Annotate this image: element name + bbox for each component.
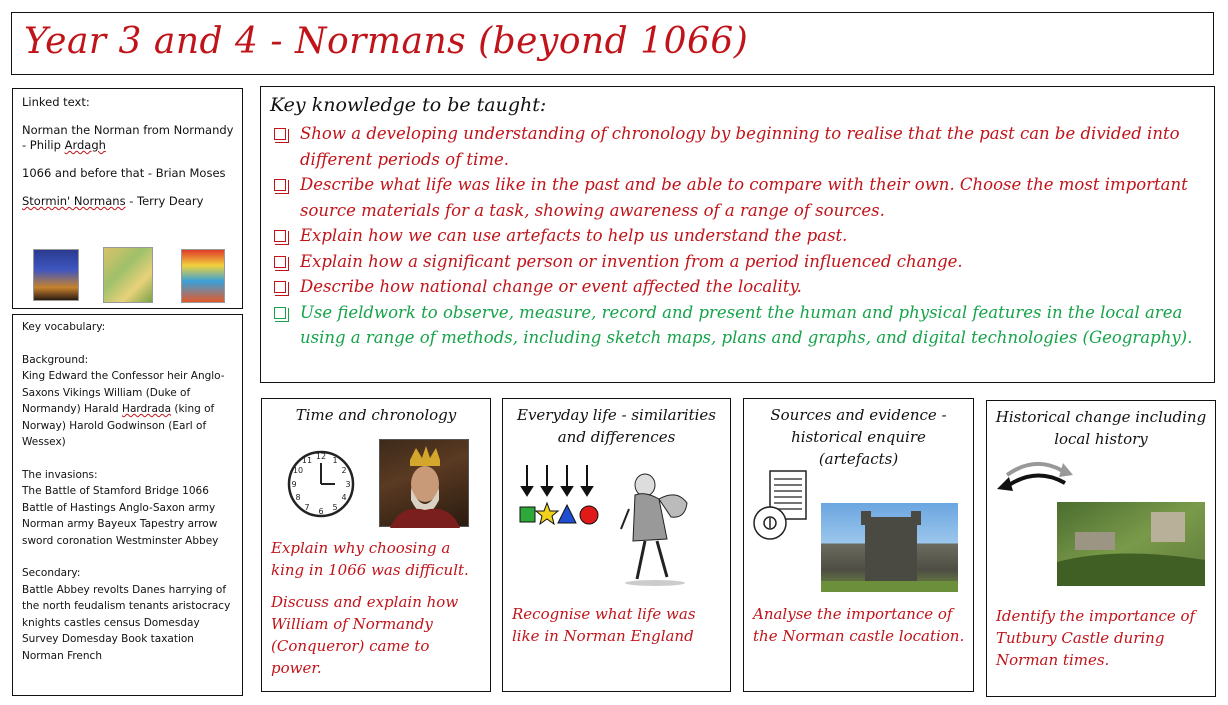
linked-book-author-squig: Ardagh — [64, 138, 106, 152]
book-cover-norman — [33, 249, 79, 301]
card-sources-and-evidence — [743, 398, 974, 692]
card-title: Time and chronology — [295, 406, 457, 424]
vocab-text: King Edward the Confessor heir Anglo-Saxons Vikings William (Duke of Normandy) Harald — [22, 370, 225, 415]
knowledge-item-text: Use fieldwork to observe, measure, record and present the human and physical features in the local area using a range of methods, including sketch maps, plans and graphs, and digital technologies (Geography). — [300, 302, 1193, 347]
vocab-secondary-text: Battle Abbey revolts Danes harrying of the north feudalism tenants aristocracy knights castles census Domesday Survey Domesday Book taxation Norman French — [22, 583, 231, 662]
tutbury-castle-photo — [1057, 502, 1205, 586]
vocab-background-text — [22, 368, 238, 451]
book-cover-stormin-normans — [181, 249, 225, 303]
vocab-secondary-heading: Secondary: — [22, 567, 81, 579]
svg-text:4: 4 — [341, 493, 347, 502]
vocab-heading: Key vocabulary: — [22, 321, 106, 333]
knowledge-item — [272, 121, 1202, 172]
svg-text:3: 3 — [345, 480, 351, 489]
linked-book-1 — [22, 123, 236, 153]
card-text — [512, 603, 724, 657]
key-knowledge-heading: Key knowledge to be taught: — [270, 94, 547, 116]
change-arrows-icon — [993, 459, 1079, 495]
book-cover-1066 — [103, 247, 153, 303]
svg-text:8: 8 — [295, 493, 301, 502]
vocab-invasions-heading: The invasions: — [22, 468, 98, 481]
card-text — [753, 603, 967, 657]
checkbox-icon — [274, 281, 286, 293]
linked-book-title: Norman the Norman from Normandy — [22, 123, 234, 137]
knowledge-item-text: Explain how a significant person or invention from a period influenced change. — [300, 251, 963, 271]
card-paragraph: Identify the importance of Tutbury Castle during Norman times. — [996, 607, 1196, 669]
card-paragraph: Discuss and explain how William of Normandy (Conqueror) came to power. — [271, 593, 459, 677]
vocab-invasions-text: The Battle of Stamford Bridge 1066 Battle of Hastings Anglo-Saxon army Norman army Bayeux Tapestry arrow sword coronation Westminster Abbey — [22, 485, 219, 547]
knowledge-item-text: Describe what life was like in the past and be able to compare with their own. Choose the most important source materials for a task, showing awareness of a range of sources. — [300, 175, 1188, 220]
card-title: Historical change including local history — [995, 408, 1207, 448]
card-text — [271, 537, 484, 689]
svg-text:1: 1 — [332, 456, 338, 465]
card-title: Sources and evidence - historical enquire (artefacts) — [770, 406, 947, 468]
card-paragraph: Explain why choosing a king in 1066 was difficult. — [271, 539, 469, 579]
linked-book-2 — [22, 166, 236, 181]
page-title: Year 3 and 4 - Normans (beyond 1066) — [24, 21, 749, 62]
checkbox-icon — [274, 128, 286, 140]
norman-peasant-drawing — [615, 469, 705, 589]
svg-text:11: 11 — [301, 456, 313, 465]
checkbox-icon — [274, 230, 286, 242]
checkbox-icon — [274, 307, 286, 319]
svg-text:9: 9 — [291, 480, 297, 489]
card-paragraph: Recognise what life was like in Norman England — [512, 605, 696, 645]
key-vocabulary-panel — [12, 314, 243, 696]
linked-text-heading: Linked text: — [22, 95, 90, 109]
linked-book-author: - Terry Deary — [125, 194, 204, 208]
linked-book-title: Stormin' Normans — [22, 194, 126, 208]
knowledge-item-text: Show a developing understanding of chronology by beginning to realise that the past can be divided into different periods of time. — [300, 124, 1180, 169]
svg-text:6: 6 — [318, 507, 324, 516]
vocab-text-squig: Hardrada — [122, 403, 172, 415]
knowledge-item — [272, 249, 1202, 275]
rochester-castle-photo — [821, 503, 958, 592]
vocab-text: (king of Norway) Harold Godwinson (Earl of Wessex) — [22, 403, 215, 448]
svg-text:5: 5 — [332, 503, 338, 512]
knowledge-item-text: Explain how we can use artefacts to help us understand the past. — [300, 226, 848, 245]
card-everyday-life — [502, 398, 731, 692]
linked-book-title: 1066 and before that — [22, 166, 145, 180]
linked-book-3 — [22, 194, 236, 209]
knowledge-item — [272, 274, 1202, 300]
king-portrait — [379, 439, 469, 527]
card-time-and-chronology — [261, 398, 491, 692]
card-text — [996, 605, 1209, 681]
clock-icon — [286, 449, 356, 519]
knowledge-item — [272, 300, 1202, 351]
vocab-background-heading: Background: — [22, 353, 89, 366]
card-paragraph: Analyse the importance of the Norman castle location. — [753, 605, 965, 645]
knowledge-item-text: Describe how national change or event affected the locality. — [300, 277, 802, 296]
linked-book-author: - Philip — [22, 138, 65, 152]
card-title: Everyday life - similarities and differences — [517, 406, 716, 446]
checkbox-icon — [274, 179, 286, 191]
document-coin-icon — [752, 469, 812, 543]
svg-text:12: 12 — [315, 452, 327, 461]
shapes-sorting-icon — [517, 463, 601, 525]
title-banner — [11, 12, 1214, 75]
linked-book-author: - Brian Moses — [144, 166, 226, 180]
knowledge-item — [272, 172, 1202, 223]
knowledge-item — [272, 223, 1202, 249]
svg-text:7: 7 — [304, 503, 310, 512]
key-knowledge-list — [272, 121, 1202, 351]
svg-text:2: 2 — [341, 466, 347, 475]
key-knowledge-panel — [260, 86, 1215, 383]
svg-text:10: 10 — [292, 466, 304, 475]
card-historical-change — [986, 400, 1216, 697]
checkbox-icon — [274, 256, 286, 268]
